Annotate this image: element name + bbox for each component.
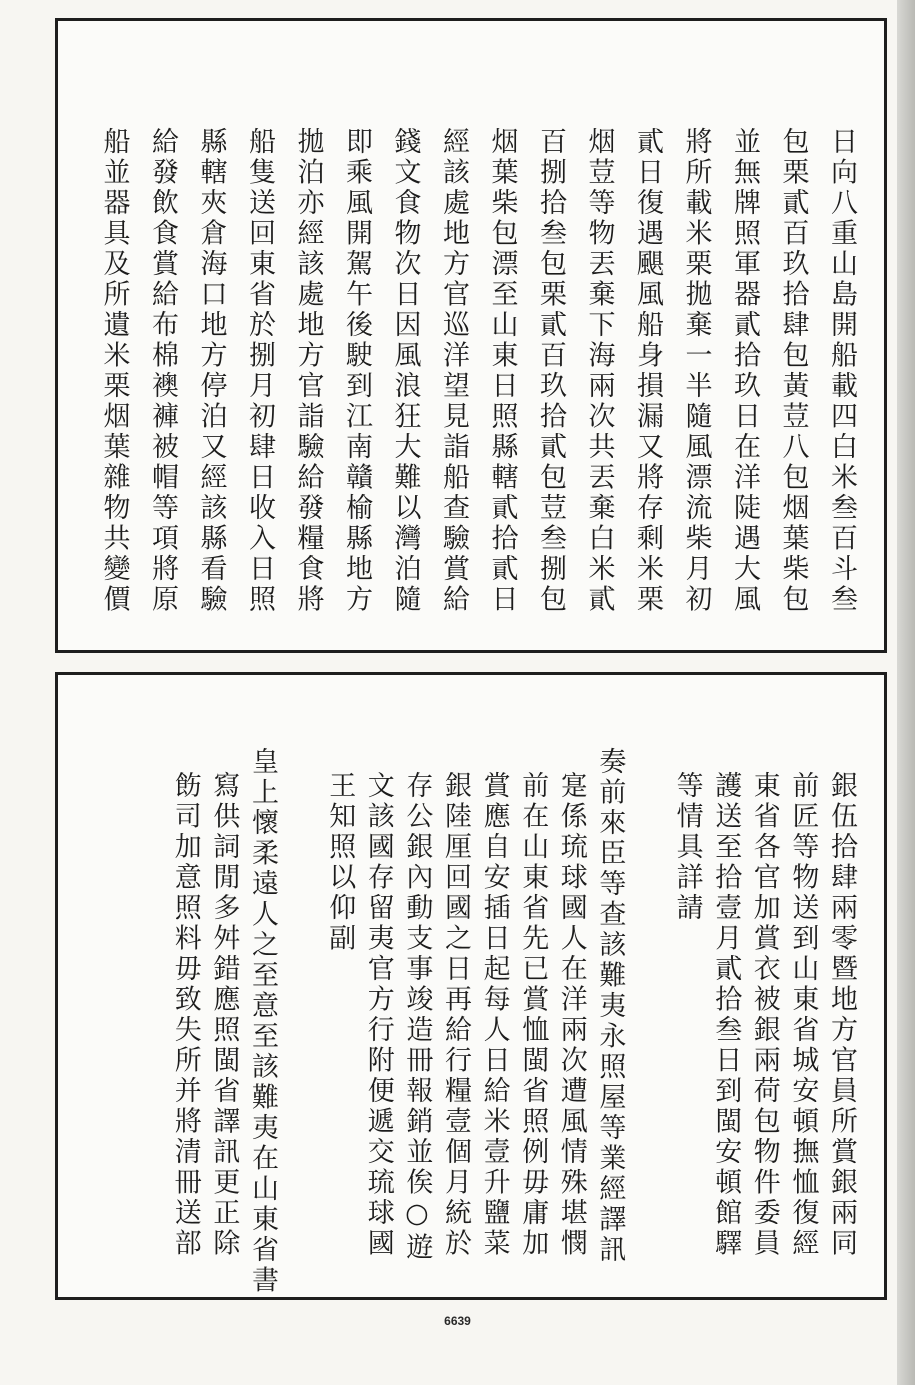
text-column: 等情具詳請 — [671, 771, 703, 924]
text-column: 王知照以仰副 — [324, 771, 356, 954]
text-column: 銀伍拾肆兩零暨地方官員所賞銀兩同 — [826, 771, 857, 1259]
text-column: 烟葉柴包漂至山東日照縣轄貳拾貳日 — [486, 127, 518, 615]
page-number: 6639 — [444, 1314, 471, 1328]
text-column: 縣轄夾倉海口地方停泊又經該縣看驗 — [195, 127, 227, 615]
text-column: 烟荳等物丟棄下海兩次共丟棄白米貳 — [583, 127, 615, 615]
text-column: 並無牌照軍器貳拾玖日在洋陡遇大風 — [729, 127, 760, 615]
text-column: 文該國存留夷官方行附便遞交琉球國 — [362, 771, 394, 1259]
text-column: 賞應自安插日起每人日給米壹升鹽菜 — [478, 771, 510, 1259]
text-column: 東省各官加賞衣被銀兩荷包物件委員 — [748, 771, 780, 1259]
text-column: 貳日復遇颶風船身損漏又將存剩米栗 — [632, 127, 663, 615]
text-column: 存公銀內動支事竣造冊報銷並俟○遊 — [401, 771, 433, 1263]
text-column: 皇上懷柔遠人之至意至該難夷在山東省書 — [247, 747, 278, 1296]
text-column: 奏前來臣等查該難夷永照屋等業經譯訊 — [594, 747, 626, 1266]
text-column: 船隻送回東省於捌月初肆日收入日照 — [244, 127, 275, 615]
text-column: 前在山東省先已賞恤閩省照例毋庸加 — [517, 771, 549, 1259]
top-manuscript-panel — [55, 18, 887, 653]
text-column: 飭司加意照料毋致失所并將清冊送部 — [169, 771, 201, 1259]
page-edge-shadow — [897, 0, 915, 1385]
text-column: 護送至拾壹月貳拾叁日到閩安頓館驛 — [710, 771, 742, 1259]
text-column: 船並器具及所遺米栗烟葉雜物共變價 — [98, 127, 130, 615]
text-column: 經該處地方官巡洋望見詣船查驗賞給 — [438, 127, 469, 615]
text-column: 銀陸厘回國之日再給行糧壹個月統於 — [440, 771, 471, 1259]
text-column: 包栗貳百玖拾肆包黃荳八包烟葉柴包 — [777, 127, 809, 615]
text-column: 即乘風開駕午後駛到江南贛榆縣地方 — [341, 127, 372, 615]
text-column: 百捌拾叁包栗貳百玖拾貳包荳叁捌包 — [535, 127, 566, 615]
text-column: 給發飲食賞給布棉襖褲被帽等項將原 — [147, 127, 178, 615]
text-column: 日向八重山島開船載四白米叁百斗叁 — [826, 127, 857, 615]
text-column: 前匠等物送到山東省城安頓撫恤復經 — [787, 771, 819, 1259]
bottom-manuscript-panel — [55, 672, 887, 1300]
text-column: 寔係琉球國人在洋兩次遭風情殊堪憫 — [555, 771, 587, 1259]
text-column: 錢文食物次日因風浪狂大難以灣泊隨 — [389, 127, 421, 615]
text-column: 寫供詞閒多舛錯應照閩省譯訊更正除 — [208, 771, 240, 1259]
text-column: 將所載米栗拋棄一半隨風漂流柴月初 — [680, 127, 712, 615]
text-column: 拋泊亦經該處地方官詣驗給發糧食將 — [292, 127, 324, 615]
